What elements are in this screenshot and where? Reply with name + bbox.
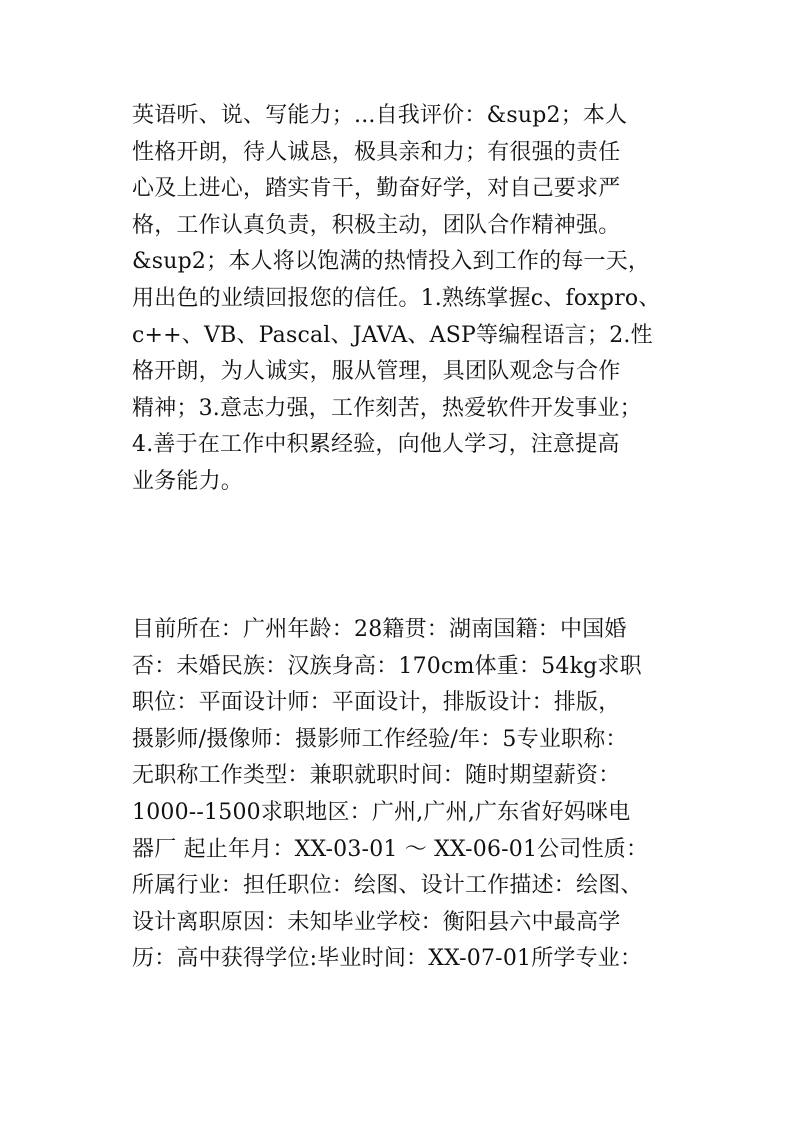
text-line: 设计离职原因：未知毕业学校：衡阳县六中最高学	[132, 909, 621, 935]
text-line: 摄影师/摄像师：摄影师工作经验/年：5专业职称：	[132, 726, 628, 752]
text-line: 用出色的业绩回报您的信任。1.熟练掌握c、foxpro、	[132, 285, 661, 311]
text-line: 性格开朗，待人诚恳，极具亲和力；有很强的责任	[132, 139, 621, 165]
text-line: 所属行业：担任职位：绘图、设计工作描述：绘图、	[132, 873, 643, 899]
text-line: 4.善于在工作中积累经验，向他人学习，注意提高	[132, 432, 620, 458]
text-line: 器厂 起止年月：XX-03-01 ～ XX-06-01公司性质：	[132, 836, 649, 862]
text-line: 英语听、说、写能力；...自我评价：&sup2；本人	[132, 103, 628, 128]
text-line: 历：高中获得学位:毕业时间：XX-07-01所学专业：	[132, 946, 643, 972]
text-line: 心及上进心，踏实肯干，勤奋好学，对自己要求严	[132, 176, 621, 202]
text-line: 目前所在：广州年龄：28籍贯：湖南国籍：中国婚	[132, 617, 627, 642]
self-evaluation-paragraph	[132, 98, 677, 501]
text-line: 精神；3.意志力强，工作刻苦，热爱软件开发事业；	[132, 395, 642, 421]
text-line: 格，工作认真负责，积极主动，团队合作精神强。	[132, 212, 621, 238]
text-line: 职位：平面设计师：平面设计，排版设计：排版，	[132, 690, 621, 716]
text-line: 1000--1500求职地区：广州,广州,广东省好妈咪电	[132, 799, 631, 825]
text-line: c++、VB、Pascal、JAVA、ASP等编程语言；2.性	[132, 322, 653, 348]
text-line: 无职称工作类型：兼职就职时间：随时期望薪资：	[132, 763, 621, 789]
text-line: 否：未婚民族：汉族身高：170cm体重：54kg求职	[132, 653, 642, 679]
text-line: &sup2；本人将以饱满的热情投入到工作的每一天，	[132, 249, 651, 275]
text-line: 格开朗，为人诚实，服从管理，具团队观念与合作	[132, 359, 621, 385]
text-line: 业务能力。	[132, 468, 244, 494]
personal-info-paragraph	[132, 612, 677, 978]
